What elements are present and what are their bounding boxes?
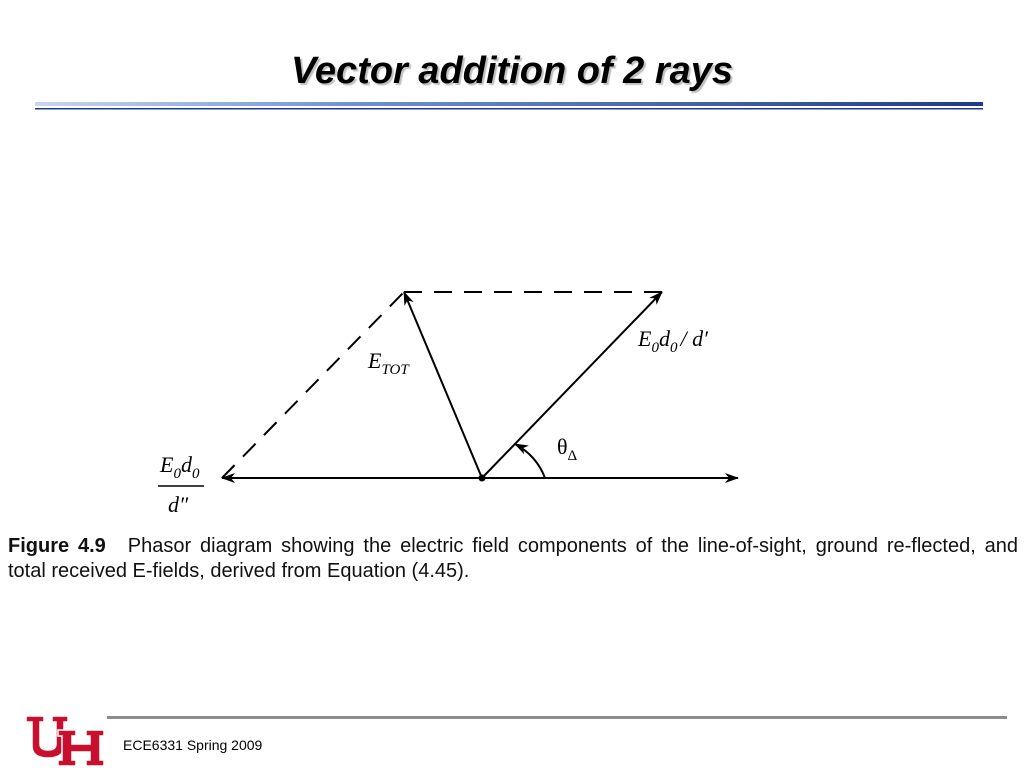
figure-caption-text: Phasor diagram showing the electric field components of the line-of-sight, ground re-flected, and total received E-fields, derived from Equation (4.45). <box>8 535 1019 582</box>
angle-label: $\theta_\Delta$ <box>557 434 578 464</box>
university-logo <box>24 712 104 768</box>
footer-divider <box>107 716 1007 719</box>
dashed-left-line <box>222 292 404 478</box>
direct-vector-label: $E_0d_0 / d'$ <box>638 326 708 356</box>
figure-label: Figure 4.9 <box>8 535 106 557</box>
figure-caption <box>8 534 1018 584</box>
etot-vector <box>404 292 482 478</box>
slide-title: Vector addition of 2 rays <box>290 50 734 92</box>
title-divider <box>35 101 983 111</box>
reflected-label-numerator: $E_0d_0$ <box>160 452 200 482</box>
footer-course-label: ECE6331 Spring 2009 <box>123 737 263 753</box>
phasor-diagram <box>0 260 1024 530</box>
angle-arc <box>515 444 545 478</box>
etot-label: $E_{TOT}$ <box>368 348 409 378</box>
reflected-label-denominator: d″ <box>168 492 189 517</box>
